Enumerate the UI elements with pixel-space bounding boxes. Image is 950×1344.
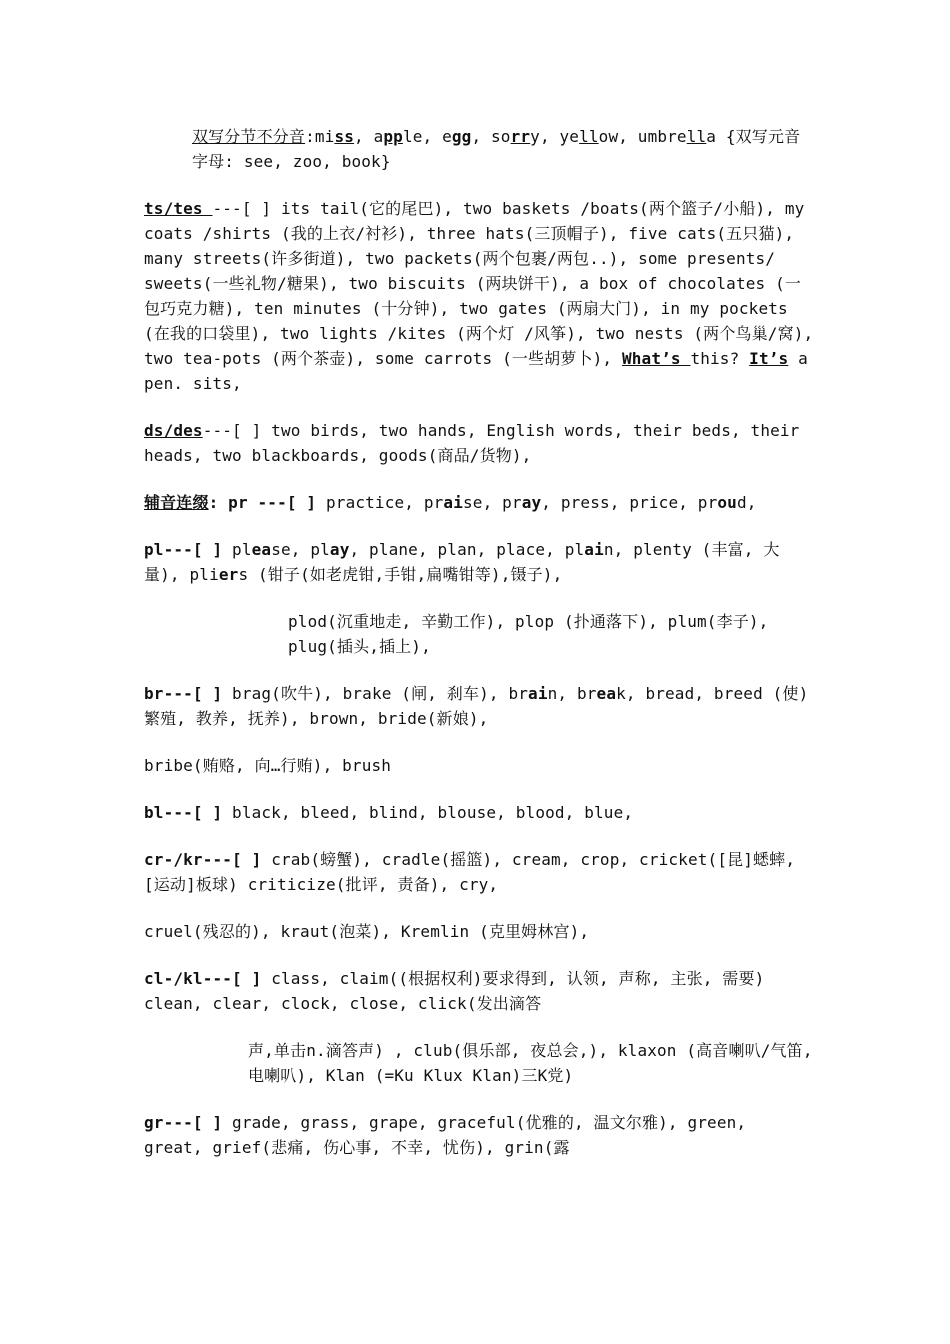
paragraph-cr-kr: cr-/kr---[ ] crab(螃蟹), cradle(摇篮), cream, crop, cricket([昆]蟋蟀, [运动]板球) criticize(批评, 责备), cry, bbox=[144, 850, 796, 894]
paragraph-cl-kl-continued: 声,单击n.滴答声) , club(俱乐部, 夜总会,), klaxon (高音喇叭/气笛, 电喇叭), Klan (=Ku Klux Klan)三K党) bbox=[248, 1041, 813, 1085]
paragraph-double-letters: 双写分节不分音:miss, apple, egg, sorry, yellow, umbrella {双写元音字母: see, zoo, book} bbox=[192, 127, 801, 171]
heading-ts-tes: ts/tes bbox=[144, 199, 213, 218]
document-page bbox=[144, 124, 814, 1182]
heading-double-letters: 双写分节不分音 bbox=[192, 127, 306, 146]
paragraph-gr: gr---[ ] grade, grass, grape, graceful(优雅的, 温文尔雅), green, great, grief(悲痛, 伤心事, 不幸, 忧伤), grin(露 bbox=[144, 1113, 747, 1157]
heading-br: br---[ ] bbox=[144, 684, 233, 703]
paragraph-ds-des: ds/des---[ ] two birds, two hands, English words, their beds, their heads, two blackboards, goods(商品/货物), bbox=[144, 421, 800, 465]
heading-cl-kl: cl-/kl---[ ] bbox=[144, 969, 272, 988]
paragraph-br: br---[ ] brag(吹牛), brake (闸, 刹车), brain, break, bread, breed (使)繁殖, 教养, 抚养), brown, bride(新娘), bbox=[144, 684, 809, 728]
heading-bl: bl---[ ] bbox=[144, 803, 233, 822]
paragraph-ts-tes: ts/tes ---[ ] its tail(它的尾巴), two baskets /boats(两个篮子/小船), my coats /shirts (我的上衣/衬衫), three hats(三顶帽子), five cats(五只猫), many streets(许多街道), two packets(两个包裹/两包..), some presents/ sweets(一些礼物/糖果), two biscuits (两块饼干), a box of chocolates (一包巧克力糖), ten minutes (十分钟), two gates (两扇大门), in my pockets (在我的口袋里), two lights /kites (两个灯 /风筝), two nests (两个鸟巢/窝), two tea-pots (两个茶壶), some carrots (一些胡萝卜), What’s this? It’s a pen. sits, bbox=[144, 199, 814, 393]
paragraph-br-continued: bribe(贿赂, 向…行贿), brush bbox=[144, 756, 392, 775]
heading-cr-kr: cr-/kr---[ ] bbox=[144, 850, 272, 869]
paragraph-pl: pl---[ ] please, play, plane, plan, place, plain, plenty (丰富, 大量), pliers (钳子(如老虎钳,手钳,扁嘴钳等),镊子), bbox=[144, 540, 780, 584]
paragraph-bl: bl---[ ] black, bleed, blind, blouse, blood, blue, bbox=[144, 803, 634, 822]
paragraph-cr-kr-continued: cruel(残忍的), kraut(泡菜), Kremlin (克里姆林宫), bbox=[144, 922, 590, 941]
paragraph-pr: 辅音连缀: pr ---[ ] practice, praise, pray, press, price, proud, bbox=[144, 493, 757, 512]
heading-ds-des: ds/des bbox=[144, 421, 203, 440]
paragraph-pl-continued: plod(沉重地走, 辛勤工作), plop (扑通落下), plum(李子), plug(插头,插上), bbox=[288, 612, 769, 656]
heading-pl: pl---[ ] bbox=[144, 540, 233, 559]
heading-consonant-clusters: 辅音连缀 bbox=[144, 493, 209, 512]
paragraph-cl-kl: cl-/kl---[ ] class, claim((根据权利)要求得到, 认领, 声称, 主张, 需要) clean, clear, clock, close, click(发出滴答 bbox=[144, 969, 765, 1013]
heading-gr: gr---[ ] bbox=[144, 1113, 233, 1132]
